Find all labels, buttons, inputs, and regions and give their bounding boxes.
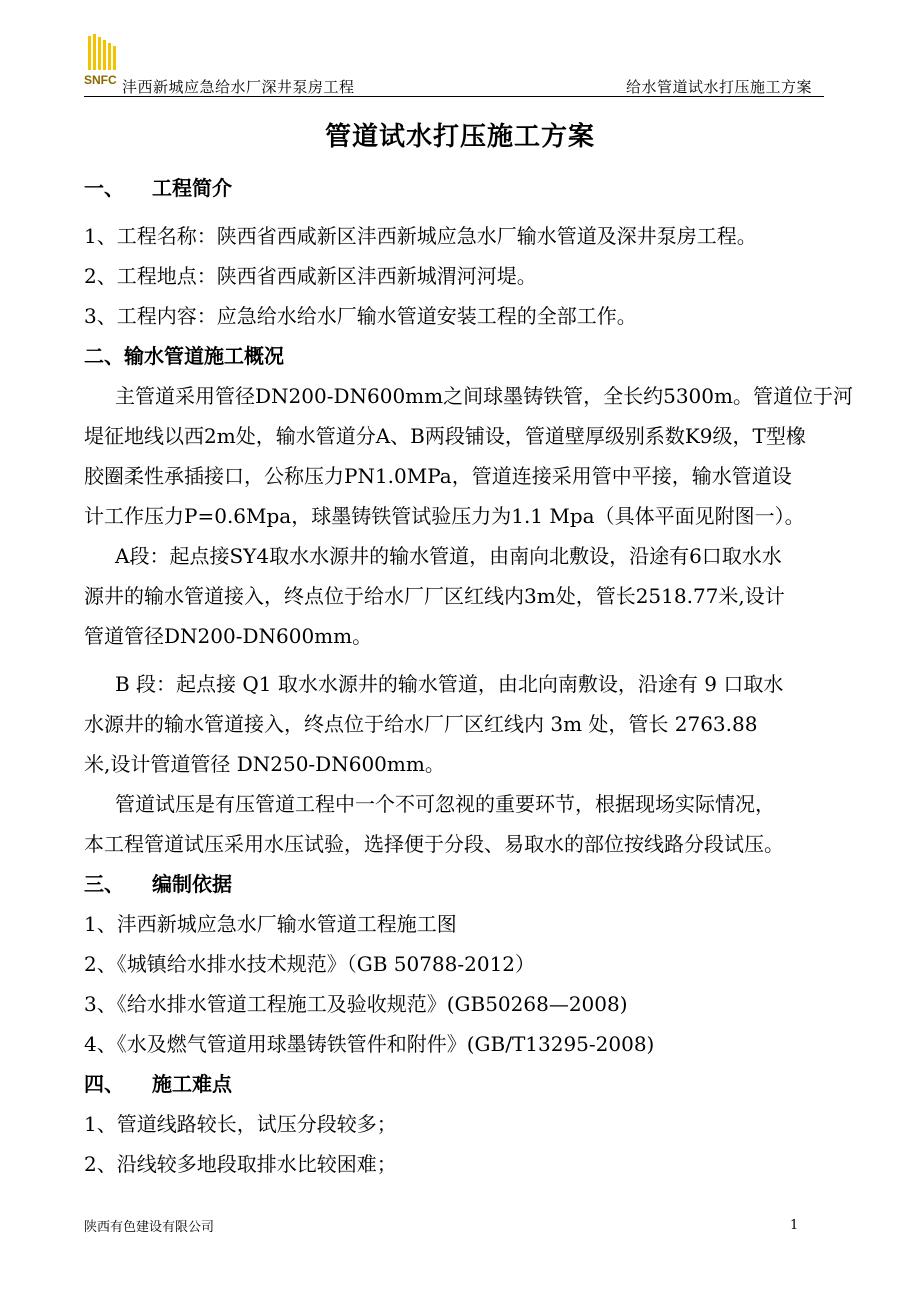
- list-item: 2、《城镇给水排水技术规范》（GB 50788-2012）: [84, 952, 536, 976]
- paragraph-line: B 段：起点接 Q1 取水水源井的输水管道，由北向南敷设，沿途有 9 口取水: [115, 672, 784, 696]
- list-item: 1、沣西新城应急水厂输水管道工程施工图: [84, 912, 457, 936]
- paragraph-line: 源井的输水管道接入，终点位于给水厂厂区红线内3m处，管长2518.77米,设计: [84, 584, 785, 608]
- section-number: 一、: [84, 176, 124, 200]
- page-number: 1: [790, 1218, 799, 1233]
- list-item: 2、沿线较多地段取排水比较困难；: [84, 1152, 397, 1176]
- section-title: 编制依据: [152, 872, 232, 896]
- paragraph-line: 本工程管道试压采用水压试验，选择便于分段、易取水的部位按线路分段试压。: [84, 832, 784, 856]
- list-item: 3、工程内容：应急给水给水厂输水管道安装工程的全部工作。: [84, 304, 637, 328]
- list-item: 4、《水及燃气管道用球墨铸铁管件和附件》(GB/T13295-2008): [84, 1032, 655, 1056]
- logo-text: SNFC: [84, 73, 117, 87]
- paragraph-line: 米,设计管道管径 DN250-DN600mm。: [84, 752, 445, 776]
- paragraph-line: 胶圈柔性承插接口，公称压力PN1.0MPa，管道连接采用管中平接，输水管道设: [84, 464, 792, 488]
- page-title: 管道试水打压施工方案: [324, 122, 595, 152]
- section-heading: 二、输水管道施工概况: [84, 344, 284, 368]
- paragraph-line: A段：起点接SY4取水水源井的输水管道，由南向北敷设，沿途有6口取水水: [115, 544, 782, 568]
- snfc-logo: [84, 34, 122, 92]
- header-project-name: 沣西新城应急给水厂深井泵房工程: [122, 78, 355, 96]
- list-item: 1、工程名称：陕西省西咸新区沣西新城应急水厂输水管道及深井泵房工程。: [84, 224, 757, 248]
- paragraph-line: 堤征地线以西2m处，输水管道分A、B两段铺设，管道壁厚级别系数K9级，T型橡: [84, 424, 806, 448]
- footer-company: 陕西有色建设有限公司: [84, 1220, 215, 1235]
- section-heading: [84, 1064, 824, 1104]
- paragraph-line: 水源井的输水管道接入，终点位于给水厂厂区红线内 3m 处，管长 2763.88: [84, 712, 758, 736]
- list-item: 3、《给水排水管道工程施工及验收规范》(GB50268—2008): [84, 992, 628, 1016]
- header-divider: [84, 96, 824, 97]
- list-item: 2、工程地点：陕西省西咸新区沣西新城渭河河堤。: [84, 264, 537, 288]
- section-title: 工程简介: [152, 176, 232, 200]
- section-heading: [84, 168, 824, 208]
- document-body: [84, 168, 853, 1184]
- paragraph-line: 管道试压是有压管道工程中一个不可忽视的重要环节，根据现场实际情况，: [115, 792, 775, 816]
- header-document-name: 给水管道试水打压施工方案: [625, 78, 812, 96]
- paragraph-line: 计工作压力P=0.6Mpa，球墨铸铁管试验压力为1.1 Mpa（具体平面见附图一）。: [84, 504, 805, 528]
- section-number: 三、: [84, 872, 124, 896]
- section-title: 施工难点: [152, 1072, 232, 1096]
- paragraph-line: 主管道采用管径DN200-DN600mm之间球墨铸铁管，全长约5300m。管道位于河: [115, 384, 853, 408]
- paragraph-line: 管道管径DN200-DN600mm。: [84, 624, 373, 648]
- section-number: 四、: [84, 1072, 124, 1096]
- list-item: 1、管道线路较长，试压分段较多；: [84, 1112, 397, 1136]
- section-heading: [84, 864, 824, 904]
